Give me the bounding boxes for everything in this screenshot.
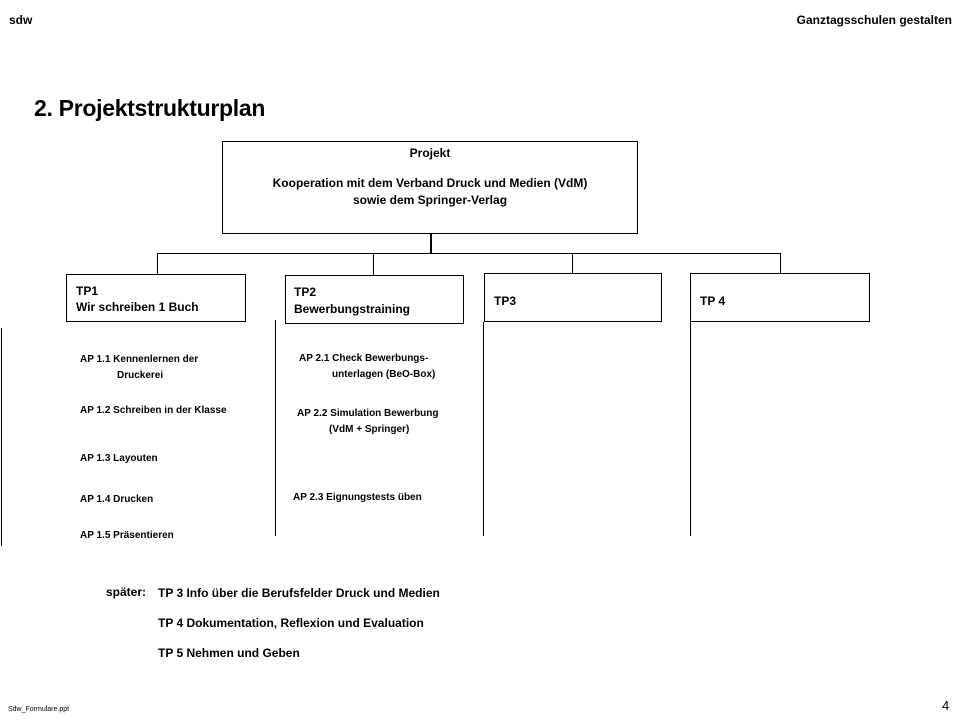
project-line2: sowie dem Springer-Verlag [352, 193, 508, 207]
ap-1-2: AP 1.2 Schreiben in der Klasse [80, 405, 227, 416]
ap-1-5: AP 1.5 Präsentieren [80, 530, 174, 541]
tp3-code: TP3 [494, 294, 517, 308]
header-left: sdw [9, 13, 33, 27]
tp2-guide-line [275, 320, 276, 536]
tp2-box [285, 275, 464, 324]
project-box [222, 141, 638, 234]
connector-bar [157, 253, 781, 254]
ap-2-1-line1: AP 2.1 Check Bewerbungs- [299, 353, 429, 364]
tp1-guide-line [1, 328, 2, 546]
tp4-guide-line [690, 322, 691, 536]
ap-2-1-line2: unterlagen (BeO-Box) [332, 369, 436, 380]
ap-2-2-line1: AP 2.2 Simulation Bewerbung [297, 408, 439, 419]
connector-tp1 [157, 253, 158, 275]
tp3-guide-line [483, 322, 484, 536]
connector-tp3 [572, 253, 573, 274]
tp1-box [66, 274, 246, 322]
tp4-code: TP 4 [700, 294, 726, 308]
connector-trunk [430, 234, 432, 254]
tp2-name: Bewerbungstraining [294, 302, 411, 316]
ap-2-2 [297, 406, 439, 438]
ap-1-1-line1: AP 1.1 Kennenlernen der [80, 354, 199, 365]
ap-1-1 [80, 352, 198, 384]
ap-1-3: AP 1.3 Layouten [80, 453, 158, 464]
ap-1-1-line2: Druckerei [117, 370, 164, 381]
project-label: Projekt [409, 146, 451, 160]
page-title: 2. Projektstrukturplan [34, 95, 266, 121]
connector-tp2 [373, 253, 374, 276]
tp4-box [690, 273, 870, 322]
connector-tp4 [780, 253, 781, 274]
later-item-tp5: TP 5 Nehmen und Geben [158, 646, 300, 660]
tp1-name: Wir schreiben 1 Buch [76, 300, 199, 314]
page-number: 4 [942, 698, 950, 713]
ap-1-4: AP 1.4 Drucken [80, 494, 154, 505]
header-right: Ganztagsschulen gestalten [796, 13, 952, 27]
ap-2-2-line2: (VdM + Springer) [329, 424, 410, 435]
tp1-code: TP1 [76, 284, 99, 298]
footer-filename: Sdw_Formulare.ppt [8, 706, 70, 713]
project-line1: Kooperation mit dem Verband Druck und Medien (VdM) [272, 176, 588, 190]
later-item-tp3: TP 3 Info über die Berufsfelder Druck und Medien [158, 586, 440, 600]
tp2-code: TP2 [294, 285, 317, 299]
later-label: später: [106, 585, 147, 599]
tp3-box [484, 273, 662, 322]
ap-2-1 [299, 351, 435, 383]
ap-2-3: AP 2.3 Eignungstests üben [293, 492, 422, 503]
later-item-tp4: TP 4 Dokumentation, Reflexion und Evaluation [158, 616, 424, 630]
